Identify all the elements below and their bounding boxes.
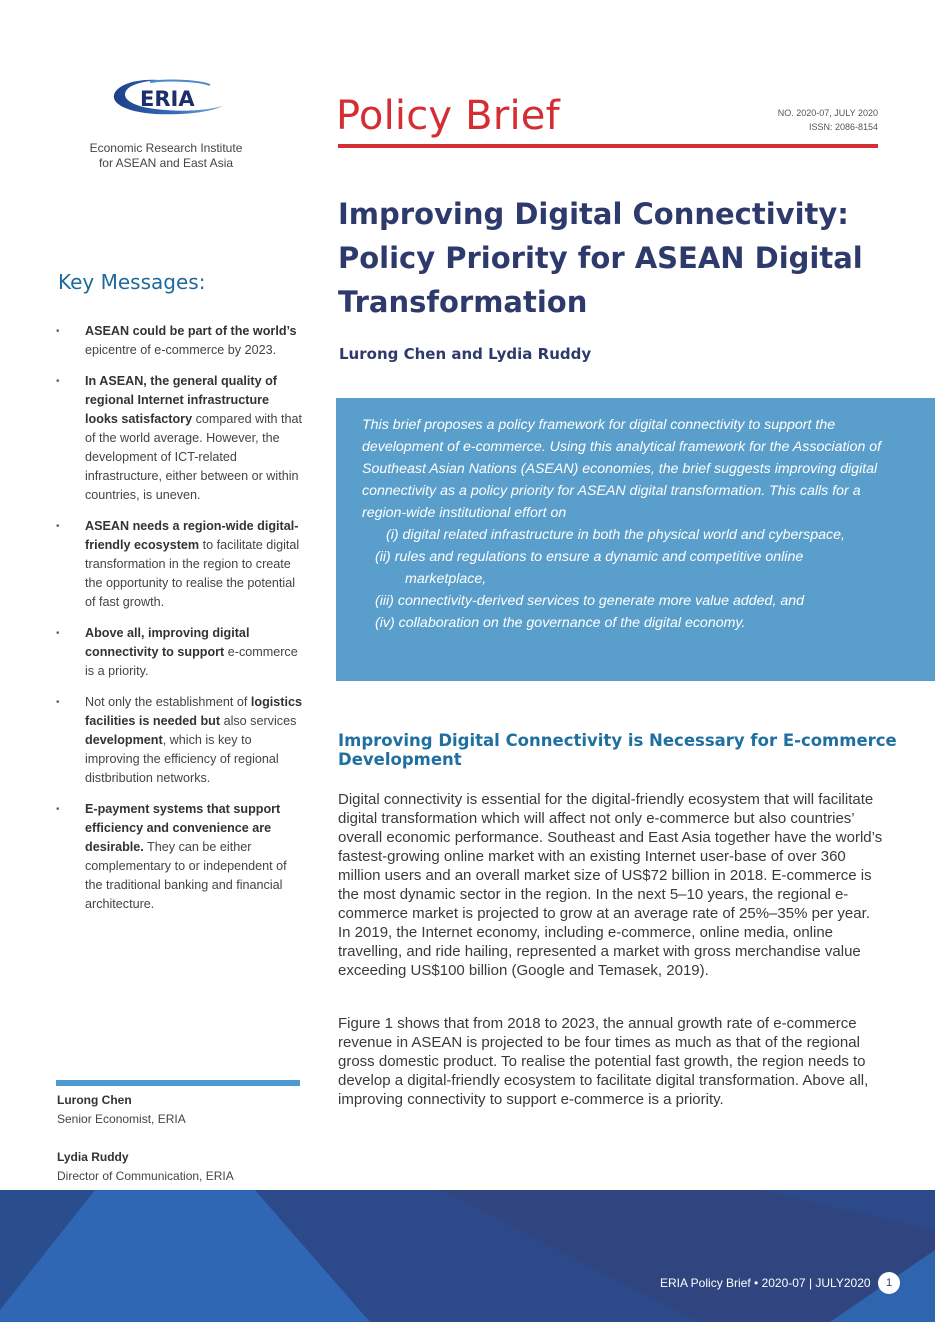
key-message-item (56, 800, 304, 914)
issue-number: NO. 2020-07, JULY 2020 (777, 108, 878, 118)
abstract-intro: This brief proposes a policy framework for digital connectivity to support the development of e-commerce. Using this analytical framework for the Association of Southeast Asian Nations (ASEAN) economies, the brief suggests improving digital connectivity as a policy priority for ASEAN digital transformation. This calls for a region-wide institutional effort on (362, 417, 882, 521)
bullet-icon: • (56, 521, 60, 532)
key-message-bold: logistics facilities is needed but (85, 695, 303, 728)
organization-name (60, 141, 272, 171)
key-message-bold: ASEAN needs a region-wide digital-friendly ecosystem (85, 519, 299, 552)
org-name-line2: for ASEAN and East Asia (98, 156, 234, 170)
footer-banner (0, 1190, 935, 1322)
credits-divider (56, 1080, 300, 1086)
svg-text:ERIA: ERIA (140, 87, 195, 111)
abstract-item: (iii) connectivity-derived services to generate more value added, and (375, 593, 804, 609)
abstract-item: (iv) collaboration on the governance of the digital economy. (375, 615, 746, 631)
key-message-bold: E-payment systems that support efficiency and convenience are desirable. (85, 802, 281, 854)
author-role: Director of Communication, ERIA (57, 1169, 234, 1183)
key-message-text: to facilitate digital transformation in the region to create the opportunity to realise the potential of fast growth. (85, 538, 300, 609)
header-divider (338, 144, 878, 148)
bullet-icon: • (56, 628, 60, 639)
key-message-text: epicentre of e-commerce by 2023. (85, 343, 277, 357)
bullet-icon: • (56, 804, 60, 815)
key-message-bold: Above all, improving digital connectivity to support (85, 626, 250, 659)
key-message-bold: development (85, 733, 163, 747)
issue-meta (700, 106, 878, 134)
body-paragraph: Digital connectivity is essential for the digital-friendly ecosystem that will facilitate digital transformation which will affect not only e-commerce but also countries’ overall economic performance. Southeast and East Asia together have the world’s fastest-growing online market with an existing Internet user-base of over 360 million users and an overall market size of US$72 billion in 2018. E-commerce is the most dynamic sector in the region. In the next 5–10 years, the regional e-commerce market is projected to grow at an average rate of 25%–35% per year. In 2019, the Internet economy, including e-commerce, online media, online travelling, and ride hailing, represented a market with gross merchandise value exceeding US$100 billion (Google and Temasek, 2019). (338, 791, 883, 979)
key-message-item (56, 624, 304, 681)
policy-brief-title: Policy Brief (336, 93, 560, 139)
key-message-item (56, 693, 304, 788)
key-message-text: compared with that of the world average. However, the development of ICT-related infrastructure, either between or within countries, is uneven. (85, 412, 302, 502)
abstract-item: (i) digital related infrastructure in both the physical world and cyberspace, (386, 527, 845, 543)
key-message-bold: ASEAN could be part of the world’s (85, 324, 297, 338)
key-message-text: They can be either complementary to or independent of the traditional banking and financial architecture. (85, 840, 287, 911)
section-heading: Improving Digital Connectivity is Necessary for E-commerce Development (338, 731, 897, 769)
org-name-line1: Economic Research Institute (89, 141, 243, 155)
key-messages-heading: Key Messages: (58, 270, 206, 294)
key-message-item (56, 322, 304, 360)
title-line-2: Policy Priority for ASEAN Digital (338, 241, 863, 275)
key-message-text: , which is key to improving the efficiency of regional distbribution networks. (85, 733, 279, 785)
key-message-text: also services (220, 714, 297, 728)
title-line-1: Improving Digital Connectivity: (338, 197, 849, 231)
footer-pattern (0, 1190, 935, 1322)
key-message-item (56, 517, 304, 612)
eria-logo (110, 76, 225, 120)
eria-logo-graphic (110, 76, 225, 120)
title-line-3: Transformation (338, 285, 588, 319)
footer-text: ERIA Policy Brief • 2020-07 | JULY2020 (660, 1276, 871, 1290)
author-name: Lydia Ruddy (57, 1150, 129, 1164)
key-message-bold: In ASEAN, the general quality of regional Internet infrastructure looks satisfactory (85, 374, 277, 426)
bullet-icon: • (56, 697, 60, 708)
key-message-text: Not only the establishment of (85, 695, 251, 709)
authors: Lurong Chen and Lydia Ruddy (339, 345, 592, 363)
abstract-text (362, 414, 902, 634)
issn: ISSN: 2086-8154 (808, 122, 878, 132)
author-name: Lurong Chen (57, 1093, 132, 1107)
bullet-icon: • (56, 376, 60, 387)
bullet-icon: • (56, 326, 60, 337)
page-number: 1 (878, 1272, 900, 1294)
key-messages-list (56, 322, 304, 926)
author-role: Senior Economist, ERIA (57, 1112, 186, 1126)
document-title (338, 192, 898, 324)
key-message-text: e-commerce is a priority. (85, 645, 298, 678)
key-message-item (56, 372, 304, 505)
abstract-item: (ii) rules and regulations to ensure a dynamic and competitive online (375, 549, 804, 565)
abstract-item-continued: marketplace, (405, 571, 487, 587)
body-paragraph: Figure 1 shows that from 2018 to 2023, the annual growth rate of e-commerce revenue in ASEAN is projected to be four times as much as that of the regional gross domestic product. To realise the potential fast growth, the region needs to develop a digital-friendly ecosystem to facilitate digital transformation. Above all, improving connectivity to support e-commerce is a priority. (338, 1015, 869, 1108)
